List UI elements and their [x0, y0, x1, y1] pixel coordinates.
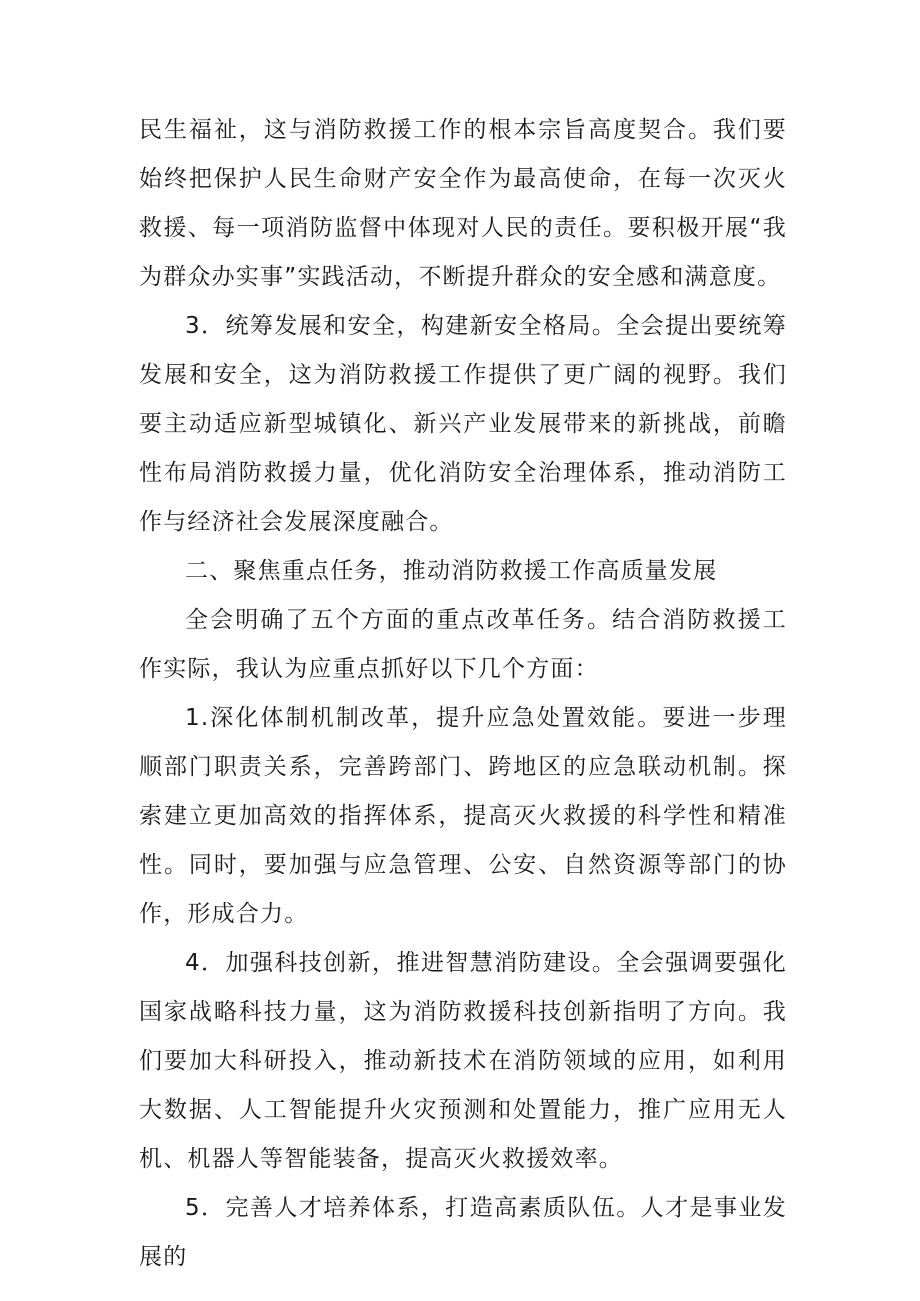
document-body [139, 106, 787, 1282]
paragraph: 5．完善人才培养体系，打造高素质队伍。人才是事业发展的 [139, 1195, 787, 1270]
paragraph: 全会明确了五个方面的重点改革任务。结合消防救援工作实际，我认为应重点抓好以下几个方面： [139, 607, 787, 682]
paragraph: 1.深化体制机制改革，提升应急处置效能。要进一步理顺部门职责关系，完善跨部门、跨地区的应急联动机制。探索建立更加高效的指挥体系，提高灭火救援的科学性和精准性。同时，要加强与应急管理、公安、自然资源等部门的协作，形成合力。 [139, 705, 787, 927]
paragraph: 4．加强科技创新，推进智慧消防建设。全会强调要强化国家战略科技力量，这为消防救援科技创新指明了方向。我们要加大科研投入，推动新技术在消防领域的应用，如利用大数据、人工智能提升火灾预测和处置能力，推广应用无人机、机器人等智能装备，提高灭火救援效率。 [139, 950, 787, 1172]
paragraph: 3．统筹发展和安全，构建新安全格局。全会提出要统筹发展和安全，这为消防救援工作提供了更广阔的视野。我们要主动适应新型城镇化、新兴产业发展带来的新挑战，前瞻性布局消防救援力量，优化消防安全治理体系，推动消防工作与经济社会发展深度融合。 [139, 313, 787, 535]
paragraph: 民生福祉，这与消防救援工作的根本宗旨高度契合。我们要始终把保护人民生命财产安全作为最高使命，在每一次灭火救援、每一项消防监督中体现对人民的责任。要积极开展“我为群众办实事”实践活动，不断提升群众的安全感和满意度。 [139, 117, 787, 290]
section-heading: 二、聚焦重点任务，推动消防救援工作高质量发展 [185, 558, 718, 584]
